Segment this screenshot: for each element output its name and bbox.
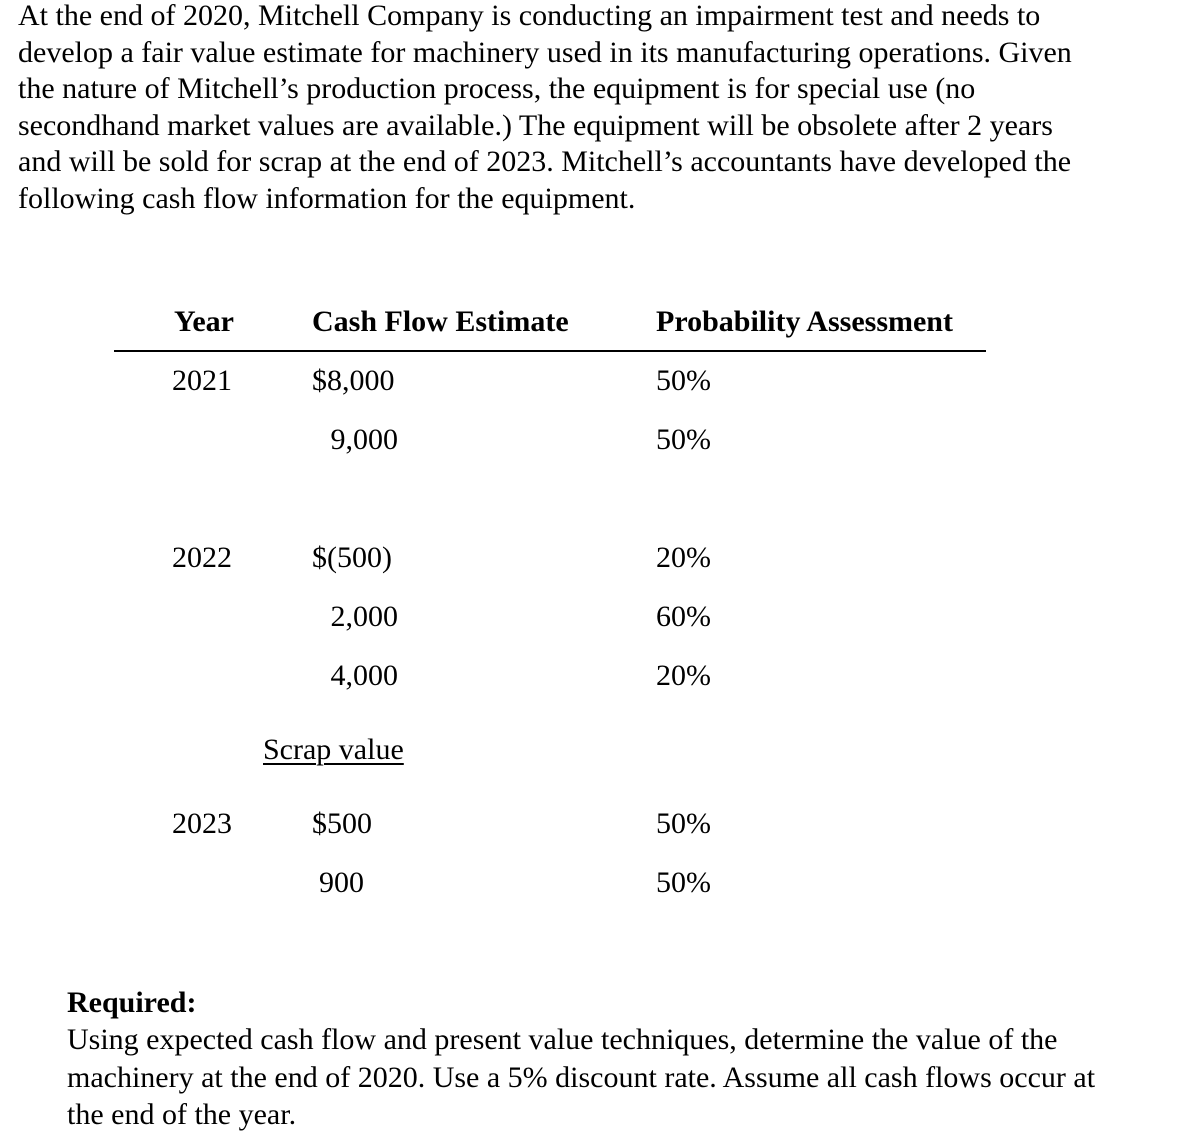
cell-probability: 50% — [656, 423, 711, 456]
cell-cash-flow: 2,000 — [330, 600, 398, 633]
intro-line: and will be sold for scrap at the end of 2023. Mitchell’s accountants have developed the — [18, 145, 1072, 179]
intro-line: At the end of 2020, Mitchell Company is conducting an impairment test and needs to — [18, 0, 1041, 32]
cell-probability: 50% — [656, 866, 711, 899]
intro-line: following cash flow information for the equipment. — [18, 181, 636, 215]
intro-line: the nature of Mitchell’s production process, the equipment is for special use (no — [18, 72, 976, 106]
header-probability: Probability Assessment — [656, 305, 953, 338]
cell-probability: 20% — [656, 541, 711, 574]
cell-cash-flow: 4,000 — [330, 659, 398, 692]
intro-line: develop a fair value estimate for machinery used in its manufacturing operations. Given — [18, 35, 1072, 69]
required-title: Required: — [67, 986, 197, 1019]
cell-cash-flow: 900 — [319, 866, 364, 899]
required-section — [67, 984, 1187, 1134]
header-cash-flow: Cash Flow Estimate — [312, 305, 569, 338]
cell-year: 2021 — [172, 364, 232, 397]
cell-probability: 20% — [656, 659, 711, 692]
cell-cash-flow: $(500) — [312, 541, 392, 574]
cell-cash-flow: $8,000 — [312, 364, 395, 397]
cell-probability: 50% — [656, 364, 711, 397]
cell-probability: 60% — [656, 600, 711, 633]
cell-probability: 50% — [656, 807, 711, 840]
required-line: machinery at the end of 2020. Use a 5% discount rate. Assume all cash flows occur at — [67, 1060, 1096, 1094]
intro-line: secondhand market values are available.) The equipment will be obsolete after 2 years — [18, 108, 1053, 142]
header-year: Year — [174, 305, 234, 338]
required-line: Using expected cash flow and present value techniques, determine the value of the — [67, 1023, 1058, 1057]
scrap-value-label: Scrap value — [263, 733, 404, 766]
header-rule — [114, 350, 986, 352]
problem-intro — [18, 0, 1198, 218]
cell-cash-flow: $500 — [312, 807, 372, 840]
cell-cash-flow: 9,000 — [330, 423, 398, 456]
required-line: the end of the year. — [67, 1098, 297, 1132]
cell-year: 2022 — [172, 541, 232, 574]
cell-year: 2023 — [172, 807, 232, 840]
